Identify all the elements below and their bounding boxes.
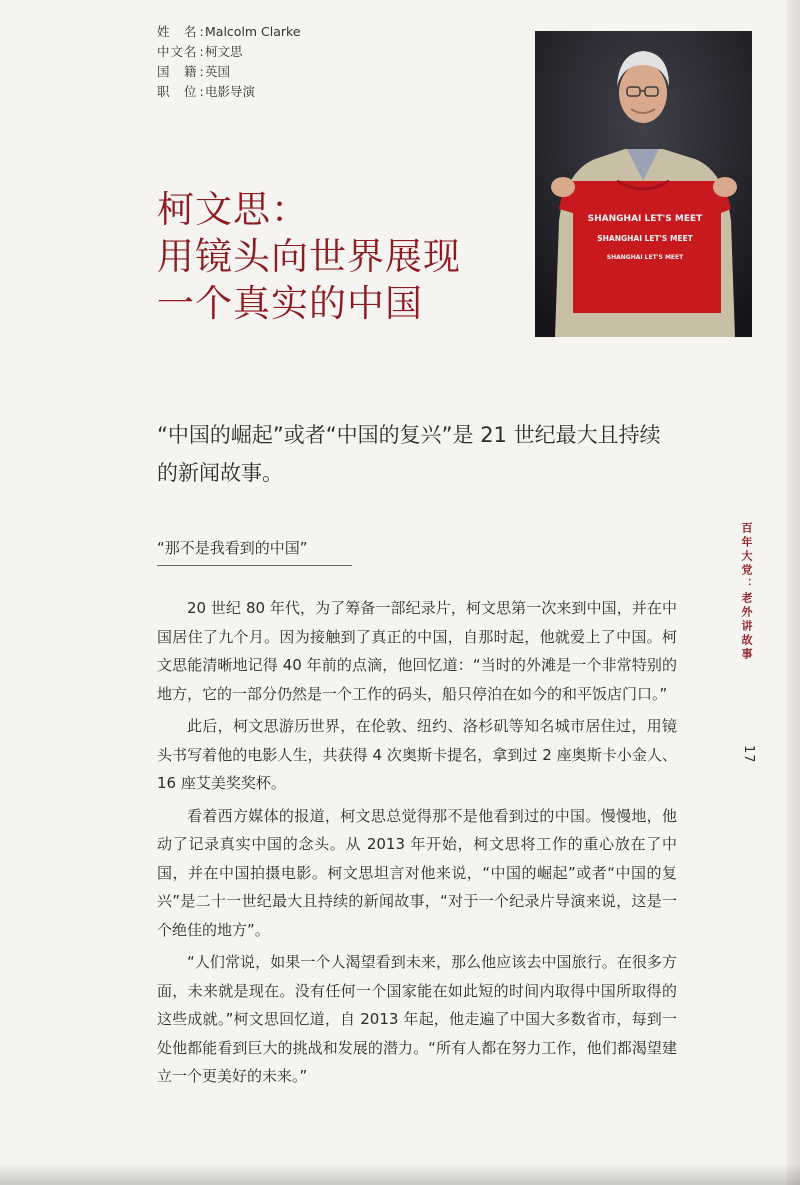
body-paragraph: “人们常说，如果一个人渴望看到未来，那么他应该去中国旅行。在很多方面，未来就是现在。没有任何一个国家能在如此短的时间内取得中国所取得的这些成就。”柯文思回忆道，自 2013 年起，他走遍了中国大多数省市，每到一处他都能看到巨大的挑战和发展的潜力。“所有人都在努力工作，他们都渴望建立一个更美好的未来。” (157, 953, 677, 1085)
profile-label: 姓 名 (157, 24, 198, 39)
profile-label: 国 籍 (157, 64, 198, 79)
shirt-text-line: SHANGHAI LET'S MEET (597, 234, 693, 243)
section-divider (157, 565, 352, 566)
profile-label: 职 位 (157, 84, 198, 99)
title-line-2: 用镜头向世界展现 (157, 235, 461, 278)
profile-info (157, 22, 301, 102)
body-paragraph: 看着西方媒体的报道，柯文思总觉得那不是他看到过的中国。慢慢地，他动了记录真实中国的念头。从 2013 年开始，柯文思将工作的重心放在了中国，并在中国拍摄电影。柯文思坦言对他来说，“中国的崛起”或者“中国的复兴”是二十一世纪最大且持续的新闻故事，“对于一个纪录片导演来说，这是一个绝佳的地方”。 (157, 806, 677, 939)
lead-paragraph: “中国的崛起”或者“中国的复兴”是 21 世纪最大且持续的新闻故事。 (157, 423, 661, 485)
profile-row-chinese-name: 中文名 : 柯文思 (157, 42, 301, 62)
red-tshirt (559, 181, 731, 313)
title-line-1: 柯文思： (157, 188, 309, 231)
profile-value: 电影导演 (205, 84, 256, 99)
body-paragraph: 20 世纪 80 年代，为了筹备一部纪录片，柯文思第一次来到中国，并在中国居住了九个月。因为接触到了真正的中国，自那时起，他就爱上了中国。柯文思能清晰地记得 40 年前的点滴，他回忆道：“当时的外滩是一个非常特别的地方，它的一部分仍然是一个工作的码头，船只停泊在如今的和平饭店门口。” (157, 599, 677, 703)
shirt-text-line: SHANGHAI LET'S MEET (606, 254, 684, 261)
portrait-illustration (535, 31, 752, 337)
profile-value: Malcolm Clarke (205, 24, 301, 39)
portrait-photo (535, 31, 752, 337)
title-line-3: 一个真实的中国 (157, 282, 423, 325)
profile-value: 柯文思 (205, 44, 243, 59)
profile-row-name: 姓 名 : Malcolm Clarke (157, 22, 301, 42)
profile-row-nationality: 国 籍 : 英国 (157, 62, 301, 82)
shirt-text-line: SHANGHAI LET'S MEET (587, 214, 703, 224)
body-paragraph: 此后，柯文思游历世界，在伦敦、纽约、洛杉矶等知名城市居住过，用镜头书写着他的电影人生，共获得 4 次奥斯卡提名，拿到过 2 座奥斯卡小金人、16 座艾美奖奖杯。 (157, 717, 677, 792)
article-body (157, 594, 677, 1095)
page-number: 17 (741, 745, 756, 764)
right-hand (713, 177, 737, 197)
section-heading: “那不是我看到的中国” (157, 539, 308, 557)
profile-label: 中文名 (157, 44, 198, 59)
profile-row-position: 职 位 : 电影导演 (157, 82, 301, 102)
page-bottom-shadow (0, 1163, 800, 1185)
profile-value: 英国 (205, 64, 231, 79)
left-hand (551, 177, 575, 197)
running-head: 百年大党：老外讲故事 (740, 522, 753, 662)
article-title (157, 186, 461, 327)
page-edge (786, 0, 800, 1185)
